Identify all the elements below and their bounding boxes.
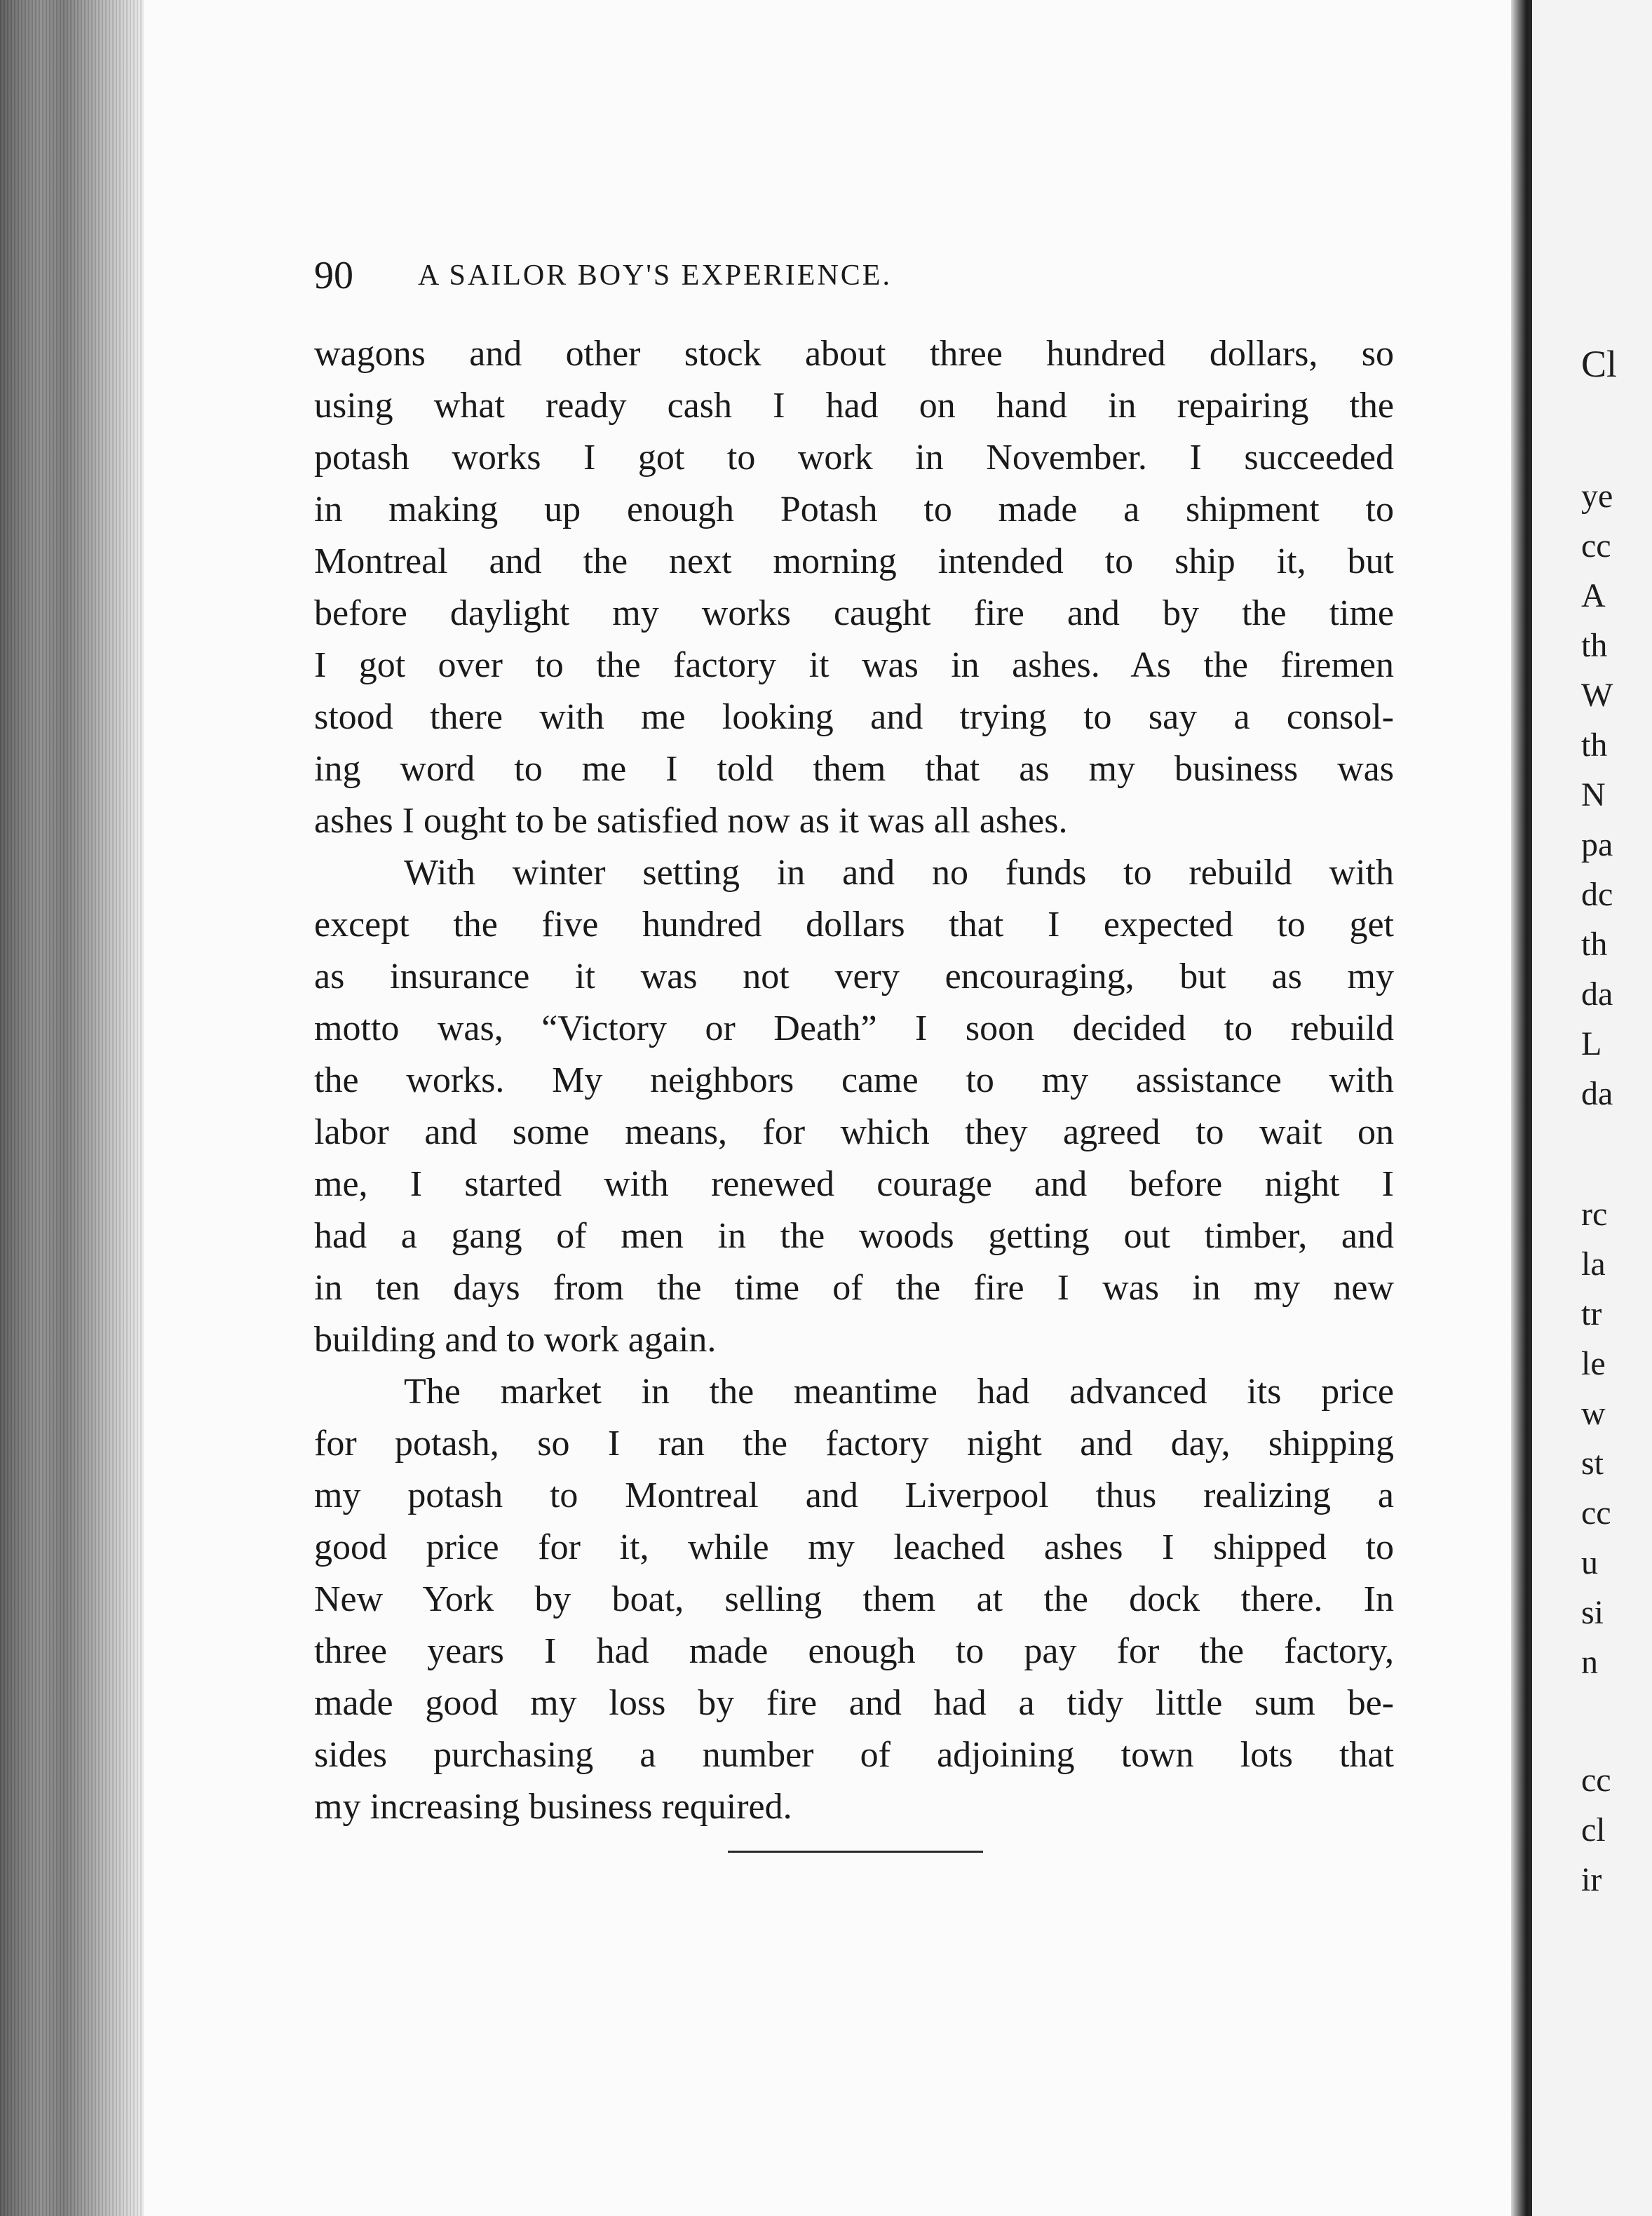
text-line: potash works I got to work in November. I succeeded xyxy=(314,438,1394,478)
facing-page-fragment: cc xyxy=(1581,1494,1611,1532)
text-line: New York by boat, selling them at the dock there. In xyxy=(314,1579,1394,1619)
facing-page-fragment: la xyxy=(1581,1245,1606,1283)
page-number: 90 xyxy=(314,254,353,297)
text-line: the works. My neighbors came to my assistance with xyxy=(314,1060,1394,1100)
text-line: three years I had made enough to pay for the factory, xyxy=(314,1631,1394,1671)
text-line: The market in the meantime had advanced its price xyxy=(404,1372,1394,1412)
text-line: With winter setting in and no funds to rebuild with xyxy=(404,853,1394,893)
facing-page-fragment: da xyxy=(1581,975,1613,1013)
text-line: motto was, “Victory or Death” I soon decided to rebuild xyxy=(314,1008,1394,1048)
facing-page-fragment: A xyxy=(1581,577,1606,614)
facing-page-fragment: L xyxy=(1581,1025,1602,1062)
paragraph-1 xyxy=(314,328,1394,847)
text-line: stood there with me looking and trying to say a consol- xyxy=(314,697,1394,737)
book-gutter xyxy=(1511,0,1532,2216)
text-line: good price for it, while my leached ashes I shipped to xyxy=(314,1527,1394,1567)
facing-page-fragment: da xyxy=(1581,1075,1613,1112)
facing-page-fragment: cc xyxy=(1581,527,1611,565)
facing-page-fragment: ye xyxy=(1581,478,1613,515)
text-line: wagons and other stock about three hundred dollars, so xyxy=(314,334,1394,374)
facing-page-fragment: Cl xyxy=(1581,343,1618,385)
text-line: in making up enough Potash to made a shipment to xyxy=(314,489,1394,529)
running-title: A SAILOR BOY'S EXPERIENCE. xyxy=(418,259,892,292)
text-line: building and to work again. xyxy=(314,1320,717,1360)
facing-page-fragment: ir xyxy=(1581,1861,1602,1898)
facing-page-fragment: W xyxy=(1581,677,1613,714)
section-end-rule xyxy=(728,1851,983,1853)
text-line: I got over to the factory it was in ashes. As the firemen xyxy=(314,645,1394,685)
facing-page xyxy=(1532,0,1652,2216)
text-line: for potash, so I ran the factory night and day, shipping xyxy=(314,1424,1394,1464)
paragraph-3 xyxy=(314,1366,1394,1833)
text-line: before daylight my works caught fire and by the time xyxy=(314,593,1394,633)
facing-page-fragment: pa xyxy=(1581,826,1613,863)
facing-page-fragment: th xyxy=(1581,926,1608,963)
facing-page-fragment: dc xyxy=(1581,876,1613,913)
facing-page-fragment: cl xyxy=(1581,1811,1606,1849)
text-line: my potash to Montreal and Liverpool thus realizing a xyxy=(314,1475,1394,1515)
facing-page-fragment: le xyxy=(1581,1345,1606,1382)
text-line: my increasing business required. xyxy=(314,1787,792,1827)
facing-page-fragment: tr xyxy=(1581,1295,1602,1332)
text-line: in ten days from the time of the fire I was in my new xyxy=(314,1268,1394,1308)
running-head xyxy=(314,251,1402,300)
facing-page-fragment: si xyxy=(1581,1594,1604,1631)
body-text xyxy=(314,328,1394,1833)
facing-page-fragment: rc xyxy=(1581,1196,1608,1233)
book-page-edges xyxy=(0,0,147,2216)
facing-page-fragment: N xyxy=(1581,776,1606,813)
facing-page-fragment: th xyxy=(1581,727,1608,764)
text-line: had a gang of men in the woods getting out timber, and xyxy=(314,1216,1394,1256)
text-line: ing word to me I told them that as my business was xyxy=(314,749,1394,789)
text-line: labor and some means, for which they agreed to wait on xyxy=(314,1112,1394,1152)
facing-page-fragment: th xyxy=(1581,627,1608,664)
facing-page-fragment: n xyxy=(1581,1644,1598,1681)
facing-page-fragment: cc xyxy=(1581,1762,1611,1799)
text-line: as insurance it was not very encouraging, but as my xyxy=(314,957,1394,996)
paragraph-2 xyxy=(314,847,1394,1366)
text-line: me, I started with renewed courage and before night I xyxy=(314,1164,1394,1204)
facing-page-fragment: u xyxy=(1581,1544,1598,1581)
text-line: made good my loss by fire and had a tidy little sum be- xyxy=(314,1683,1394,1723)
text-line: ashes I ought to be satisfied now as it was all ashes. xyxy=(314,801,1068,841)
text-line: using what ready cash I had on hand in repairing the xyxy=(314,386,1394,426)
facing-page-fragment: st xyxy=(1581,1445,1604,1482)
text-line: except the five hundred dollars that I expected to get xyxy=(314,905,1394,945)
text-line: Montreal and the next morning intended to ship it, but xyxy=(314,541,1394,581)
facing-page-fragment: w xyxy=(1581,1395,1606,1432)
text-line: sides purchasing a number of adjoining town lots that xyxy=(314,1735,1394,1775)
